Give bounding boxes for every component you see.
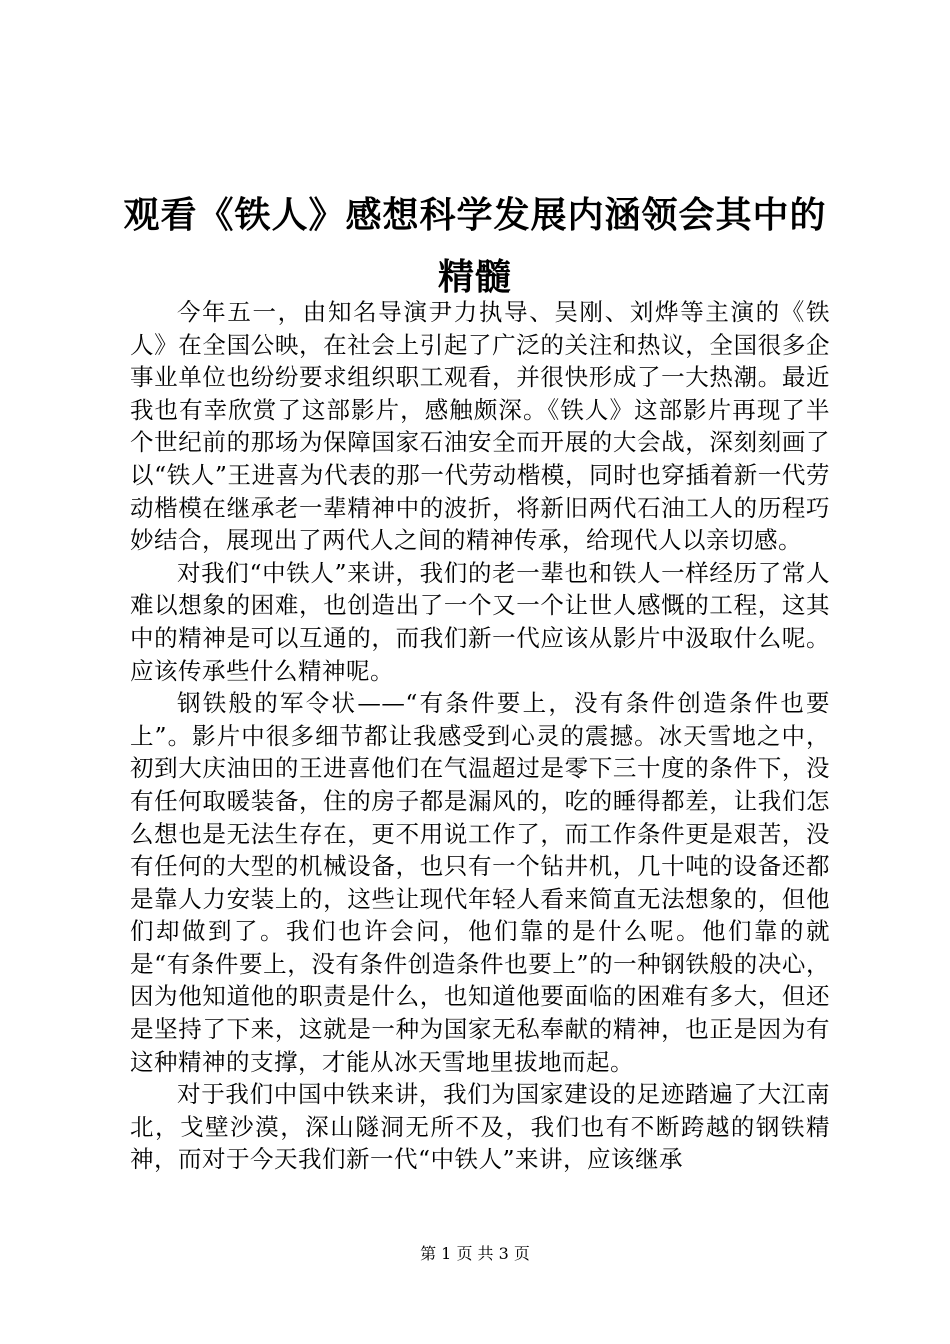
document-body (130, 296, 830, 1176)
paragraph: 钢铁般的军令状——“有条件要上，没有条件创造条件也要上”。影片中很多细节都让我感受到心灵的震撼。冰天雪地之中，初到大庆油田的王进喜他们在气温超过是零下三十度的条件下，没有任何取暖装备，住的房子都是漏风的，吃的睡得都差，让我们怎么想也是无法生存在，更不用说工作了，而工作条件更是艰苦，没有任何的大型的机械设备，也只有一个钻井机，几十吨的设备还都是靠人力安装上的，这些让现代年轻人看来简直无法想象的，但他们却做到了。我们也许会问，他们靠的是什么呢。他们靠的就是“有条件要上，没有条件创造条件也要上”的一种钢铁般的决心，因为他知道他的职责是什么，也知道他要面临的困难有多大，但还是坚持了下来，这就是一种为国家无私奉献的精神，也正是因为有这种精神的支撑，才能从冰天雪地里拔地而起。 (130, 689, 830, 1076)
paragraph: 对我们“中铁人”来讲，我们的老一辈也和铁人一样经历了常人难以想象的困难，也创造出了一个又一个让世人感慨的工程，这其中的精神是可以互通的，而我们新一代应该从影片中汲取什么呢。应该传承些什么精神呢。 (130, 558, 830, 685)
paragraph: 对于我们中国中铁来讲，我们为国家建设的足迹踏遍了大江南北，戈壁沙漠，深山隧洞无所不及，我们也有不断跨越的钢铁精神，而对于今天我们新一代“中铁人”来讲，应该继承 (130, 1080, 830, 1174)
document-title: 观看《铁人》感想科学发展内涵领会其中的精髓 (123, 194, 827, 299)
paragraph: 今年五一，由知名导演尹力执导、吴刚、刘烨等主演的《铁人》在全国公映，在社会上引起了广泛的关注和热议，全国很多企事业单位也纷纷要求组织职工观看，并很快形成了一大热潮。最近我也有幸欣赏了这部影片，感触颇深。《铁人》这部影片再现了半个世纪前的那场为保障国家石油安全而开展的大会战，深刻刻画了以“铁人”王进喜为代表的那一代劳动楷模，同时也穿插着新一代劳动楷模在继承老一辈精神中的波折，将新旧两代石油工人的历程巧妙结合，展现出了两代人之间的精神传承，给现代人以亲切感。 (130, 298, 830, 555)
page-number-footer: 第 1 页 共 3 页 (420, 1244, 530, 1263)
